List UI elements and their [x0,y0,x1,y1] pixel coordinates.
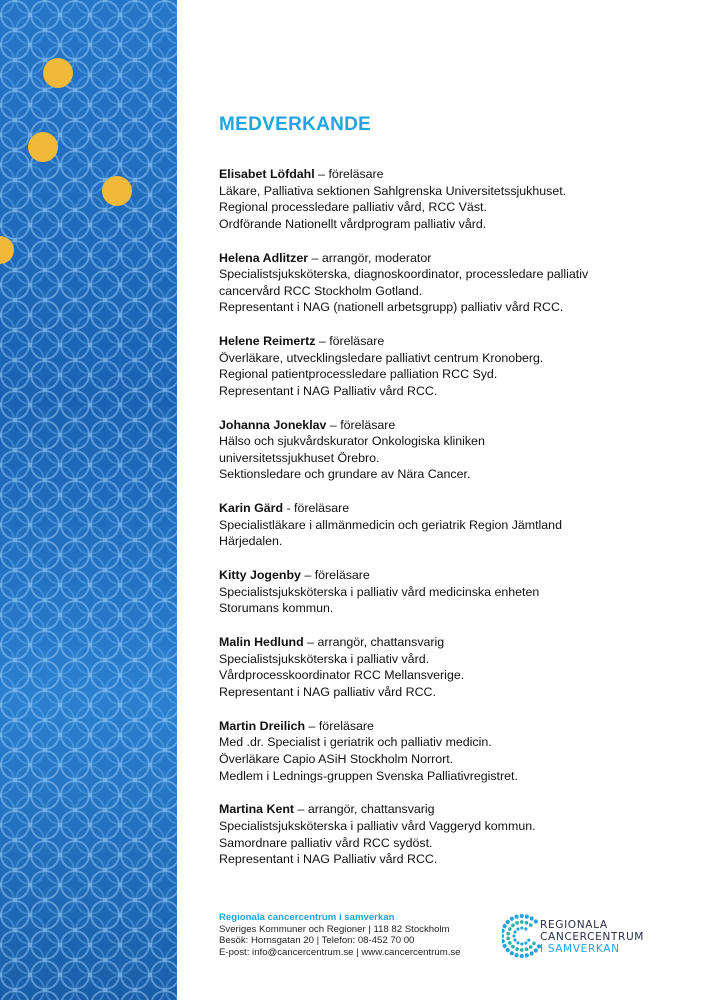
logo-dot [513,930,516,933]
participant-entry [219,500,689,550]
yellow-dot-2 [28,132,58,162]
participant-role: – arrangör, moderator [308,250,432,265]
logo-dot [506,937,510,941]
participant-entry [219,250,689,316]
logo-dot [514,915,518,919]
logo-dot [503,924,507,928]
participant-description-line: Vårdprocesskoordinator RCC Mellansverige. [219,668,465,683]
logo-dot [520,920,524,924]
yellow-dot-4 [0,236,14,264]
participant-name: Johanna Joneklav [219,417,327,432]
participant-entry [219,417,689,483]
participant-heading [219,250,689,267]
participant-role: – föreläsare [314,167,384,181]
participant-heading [219,500,689,517]
participant-description-line: Specialistsjuksköterska i palliativ vård Vaggeryd kommun. [219,818,536,833]
page-title: MEDVERKANDE [219,114,372,135]
participant-description-line: Representant i NAG palliativ vård RCC. [219,684,436,699]
footer-email: E-post: info@cancercentrum.se | www.cancercentrum.se [219,946,461,958]
participant-heading [219,333,689,350]
logo-dot [530,951,534,955]
logo-dot [525,921,529,925]
participant-description-line: Specialistläkare i allmänmedicin och geriatrik Region Jämtland [219,517,562,532]
footer-org: Regionala cancercentrum i samverkan [219,912,395,923]
decorative-sidebar [0,0,177,1000]
logo-dot [530,916,534,920]
logo-dot [525,914,529,918]
yellow-dot-3 [102,176,132,206]
logo-dot [524,941,527,944]
participant-role: – arrangör, chattansvarig [294,802,435,817]
participant-description-line: Storumans kommun. [219,601,334,616]
participant-description-line: Samordnare palliativ vård RCC sydöst. [219,835,433,850]
participant-list [219,166,689,885]
participant-description-line: Läkare, Palliativa sektionen Sahlgrenska Universitetssjukhuset. [219,183,567,198]
logo-dot [512,934,515,937]
participant-role: – arrangör, chattansvarig [303,635,445,650]
participant-description-line: Hälso och sjukvårdskurator Onkologiska kliniken [219,434,485,449]
participant-name: Kitty Jogenby [219,568,301,583]
logo-dot [534,948,538,952]
participant-entry [219,333,689,399]
participant-description-line: Specialistsjuksköterska, diagnoskoordinator, processledare palliativ [219,267,589,282]
participant-role: – föreläsare [305,718,374,733]
participant-entry [219,567,689,617]
logo-dot [516,928,519,931]
participant-name: Malin Hedlund [219,635,304,650]
participant-heading [219,634,689,651]
participant-description-line: Överläkare, utvecklingsledare palliativt centrum Kronoberg. [219,350,544,365]
participant-heading [219,417,689,434]
participant-description-line: cancervård RCC Stockholm Gotland. [219,283,423,298]
participant-description-line: Regional processledare palliativ vård, RCC Väst. [219,200,487,215]
logo-dot [515,947,519,951]
logo-dot [529,923,533,927]
participant-description-line: Med .dr. Specialist i geriatrik och palliativ medicin. [219,735,492,750]
participant-entry [219,166,689,232]
logo-dot [532,941,536,945]
rcc-logo-text [540,919,644,955]
participant-description-line: universitetssjukhuset Örebro. [219,450,380,465]
logo-dot [514,953,518,957]
logo-dot [516,941,519,944]
logo-dot [508,927,512,931]
participant-description-line: Representant i NAG (nationell arbetsgrupp) palliativ vård RCC. [219,300,564,315]
participant-description-line: Sektionsledare och grundare av Nära Cancer. [219,467,471,482]
logo-dot [513,938,516,941]
logo-dot [520,914,524,918]
participant-heading [219,166,689,183]
logo-dot [529,945,533,949]
footer-address: Sveriges Kommuner och Regioner | 118 82 Stockholm [219,923,450,935]
participant-heading [219,718,689,735]
participant-entry [219,801,689,867]
participant-description-line: Representant i NAG Palliativ vård RCC. [219,852,438,867]
participant-name: Martin Dreilich [219,718,306,733]
participant-description-line: Specialistsjuksköterska i palliativ vård medicinska enheten [219,584,540,599]
participant-description-line: Överläkare Capio ASiH Stockholm Norrort. [219,751,454,766]
yellow-dot-1 [43,58,73,88]
participant-name: Elisabet Löfdahl [219,167,315,181]
logo-dot [520,954,524,958]
logo-dot [510,951,514,955]
participant-name: Helene Reimertz [219,334,316,349]
logo-dot [510,917,514,921]
logo-dot [508,941,512,945]
logo-dot [527,939,530,942]
participant-entry [219,718,689,784]
footer-contact [219,912,461,958]
logo-dot [525,947,529,951]
footer-visit: Besök: Hornsgatan 20 | Telefon: 08-452 70 00 [219,935,415,947]
logo-dot [502,934,504,938]
logo-dot [520,948,524,952]
participant-role: – föreläsare [300,568,370,583]
logo-dot [520,926,523,929]
logo-line-2: CANCERCENTRUM [540,931,645,943]
sidebar-pattern [0,0,177,1000]
logo-line-1: REGIONALA [540,919,608,931]
participant-role: - föreläsare [283,501,350,516]
participant-description-line: Regional patientprocessledare palliation RCC Syd. [219,367,498,382]
participant-role: – föreläsare [326,417,396,432]
participant-description-line: Medlem i Lednings-gruppen Svenska Palliativregistret. [219,768,518,783]
participant-role: – föreläsare [315,334,385,349]
participant-heading [219,567,689,584]
logo-dot [506,948,510,952]
logo-line-3: I SAMVERKAN [540,943,620,955]
logo-dot [503,944,507,948]
participant-description-line: Härjedalen. [219,534,283,549]
participant-description-line: Ordförande Nationellt vårdprogram palliativ vård. [219,216,487,231]
participant-heading [219,801,689,818]
logo-dot [511,945,515,949]
participant-description-line: Representant i NAG Palliativ vård RCC. [219,383,438,398]
logo-dot [515,921,519,925]
logo-dot [502,929,505,933]
logo-dot [506,932,510,936]
participant-entry [219,634,689,700]
participant-name: Martina Kent [219,802,295,817]
participant-name: Helena Adlitzer [219,250,309,265]
participant-description-line: Specialistsjuksköterska i palliativ vård. [219,651,430,666]
logo-dot [502,939,505,943]
logo-dot [524,927,527,930]
logo-dot [525,953,529,957]
logo-dot [511,924,515,928]
participant-name: Karin Gärd [219,501,284,516]
logo-dot [534,919,538,923]
logo-dot [520,942,523,945]
logo-dot [506,920,510,924]
